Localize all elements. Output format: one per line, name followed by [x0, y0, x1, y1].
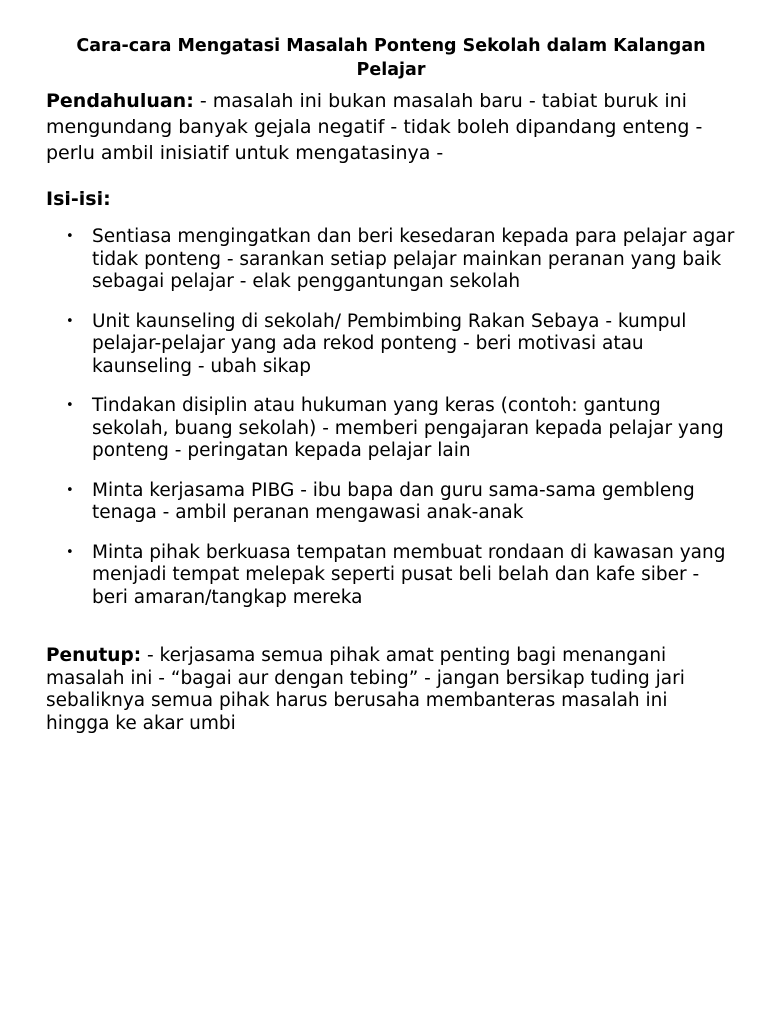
closing-label: Penutup:: [46, 645, 142, 666]
bullet-icon: •: [66, 229, 74, 244]
list-item: [46, 542, 736, 610]
point-text: Minta pihak berkuasa tempatan membuat rondaan di kawasan yang menjadi tempat melepak seperti pusat beli belah dan kafe siber - beri amaran/tangkap mereka: [92, 541, 726, 608]
bullet-icon: •: [66, 398, 74, 413]
introduction-label: Pendahuluan:: [46, 90, 194, 112]
bullet-icon: •: [66, 482, 74, 498]
closing-paragraph: [46, 645, 736, 735]
point-text: Sentiasa mengingatkan dan beri kesedaran kepada para pelajar agar tidak ponteng - sarankan setiap pelajar mainkan peranan yang baik sebagai pelajar - elak penggantungan sekolah: [92, 226, 735, 292]
document-title: Cara-cara Mengatasi Masalah Ponteng Sekolah dalam Kalangan Pelajar: [76, 36, 706, 80]
point-text: Unit kaunseling di sekolah/ Pembimbing Rakan Sebaya - kumpul pelajar-pelajar yang ada rekod ponteng - beri motivasi atau kaunseling - ubah sikap: [92, 310, 687, 377]
introduction-text: - masalah ini bukan masalah baru - tabiat buruk ini mengundang banyak gejala negatif - tidak boleh dipandang enteng - perlu ambil inisiatif untuk mengatasinya -: [46, 90, 703, 164]
list-item: [46, 311, 736, 379]
closing-text: - kerjasama semua pihak amat penting bagi menangani masalah ini - “bagai aur dengan tebing” - jangan bersikap tuding jari sebaliknya semua pihak harus berusaha membanteras masalah ini hingga ke akar umbi: [46, 645, 685, 734]
point-text: Tindakan disiplin atau hukuman yang keras (contoh: gantung sekolah, buang sekolah) - memberi pengajaran kepada pelajar yang ponteng - peringatan kepada pelajar lain: [92, 395, 724, 461]
list-item: [46, 226, 736, 294]
bullet-icon: •: [66, 313, 74, 329]
point-list: [46, 226, 736, 609]
body-heading: Isi-isi:: [46, 188, 111, 210]
bullet-icon: •: [66, 544, 74, 560]
point-text: Minta kerjasama PIBG - ibu bapa dan guru sama-sama gembleng tenaga - ambil peranan mengawasi anak-anak: [92, 479, 695, 523]
list-item: [46, 480, 736, 525]
introduction-paragraph: [46, 88, 736, 166]
document-page: [46, 34, 736, 735]
list-item: [46, 395, 736, 463]
